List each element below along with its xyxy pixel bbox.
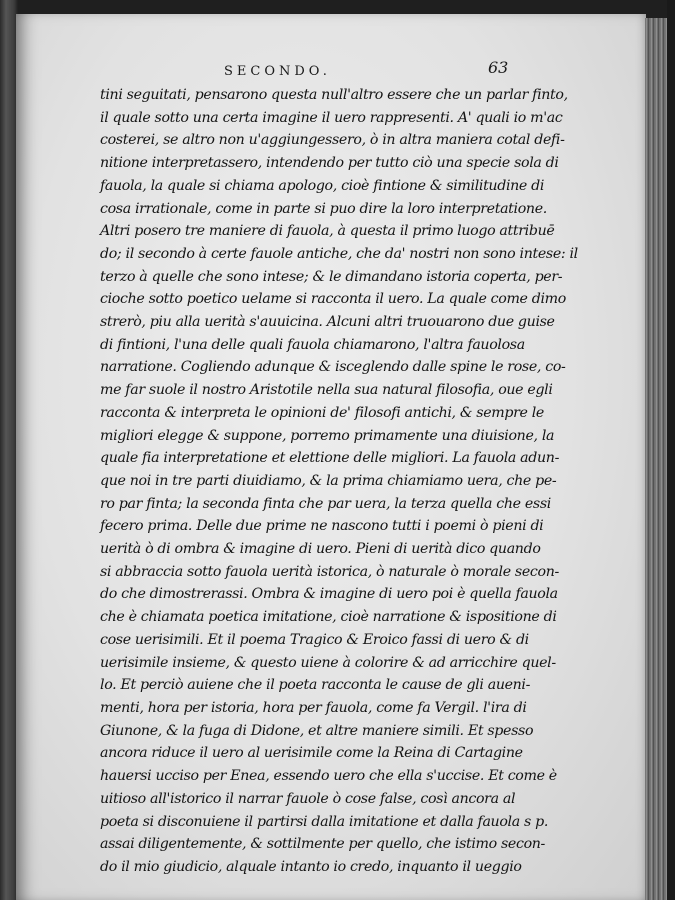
text-line: racconta & interpreta le opinioni de' filosofi antichi, & sempre le [100,404,544,421]
text-line: fecero prima. Delle due prime ne nascono tutti i poemi ò pieni di [100,518,544,535]
text-line: assai diligentemente, & sottilmente per quello, che istimo secon- [100,836,545,853]
running-head: SECONDO. [224,64,331,79]
text-line: quale fia interpretatione et elettione delle migliori. La fauola adun- [100,450,560,467]
text-line: di fintioni, l'una delle quali fauola chiamarono, l'altra fauolosa [100,336,525,353]
text-line: que noi in tre parti diuidiamo, & la prima chiamiamo uera, che pe- [100,472,557,489]
page-number: 63 [488,58,509,77]
text-line: lo. Et perciò auiene che il poeta racconta le cause de gli aueni- [100,677,531,694]
text-line: uitioso all'istorico il narrar fauole ò cose false, così ancora al [100,790,516,807]
text-line: fauola, la quale si chiama apologo, cioè fintione & similitudine di [100,177,545,194]
text-line: ro par finta; la seconda finta che par uera, la terza quella che essi [100,495,551,512]
text-line: me far suole il nostro Aristotile nella sua natural filosofia, oue egli [100,382,553,399]
text-line: cosa irrationale, come in parte si puo dire la loro interpretatione. [100,200,547,217]
text-line: tini seguitati, pensarono questa null'altro essere che un parlar finto, [100,87,568,103]
text-line: uerità ò di ombra & imagine di uero. Pieni di uerità dico quando [100,541,541,558]
book-edge-shadow [667,0,675,900]
text-line: cose uerisimili. Et il poema Tragico & Eroico fassi di uero & di [100,631,529,648]
text-line: do il mio giudicio, alquale intanto io credo, inquanto il ueggio [100,858,522,875]
text-line: narratione. Cogliendo adunque & isceglendo dalle spine le rose, co- [100,359,566,376]
text-line: si abbraccia sotto fauola uerità istorica, ò naturale ò morale secon- [100,563,559,580]
text-line: Giunone, & la fuga di Didone, et altre maniere simili. Et spesso [100,722,534,739]
text-line: do che dimostrerassi. Ombra & imagine di uero poi è quella fauola [100,586,558,603]
text-line: nitione interpretassero, intendendo per tutto ciò una specie sola di [100,155,559,172]
text-line: poeta si disconuiene il partirsi dalla imitatione et dalla fauola s p. [100,813,548,830]
text-line: costerei, se altro non u'aggiungessero, ò in altra maniera cotal defi- [100,132,565,149]
text-line: uerisimile insieme, & questo uiene à colorire & ad arricchire quel- [100,654,556,671]
text-line: cioche sotto poetico uelame si racconta il uero. La quale come dimo [100,291,566,308]
text-line: do; il secondo à certe fauole antiche, che da' nostri non sono intese: il [100,245,578,262]
text-line: ancora riduce il uero al uerisimile come la Reina di Cartagine [100,745,523,762]
text-line: hauersi ucciso per Enea, essendo uero che ella s'uccise. Et come è [100,768,557,785]
text-line: il quale sotto una certa imagine il uero rappresenti. A' quali io m'ac [100,109,563,126]
text-line: strerò, piu alla uerità s'auuicina. Alcuni altri truouarono due guise [100,314,555,331]
text-line: menti, hora per istoria, hora per fauola, come fa Vergil. l'ira di [100,699,527,716]
body-text [100,84,578,879]
text-line: che è chiamata poetica imitatione, cioè narratione & ispositione di [100,609,557,626]
text-line: terzo à quelle che sono intese; & le dimandano istoria coperta, per- [100,268,563,285]
text-line: Altri posero tre maniere di fauola, à questa il primo luogo attribuē [100,223,555,240]
text-line: migliori elegge & suppone, porremo primamente una diuisione, la [100,427,555,444]
